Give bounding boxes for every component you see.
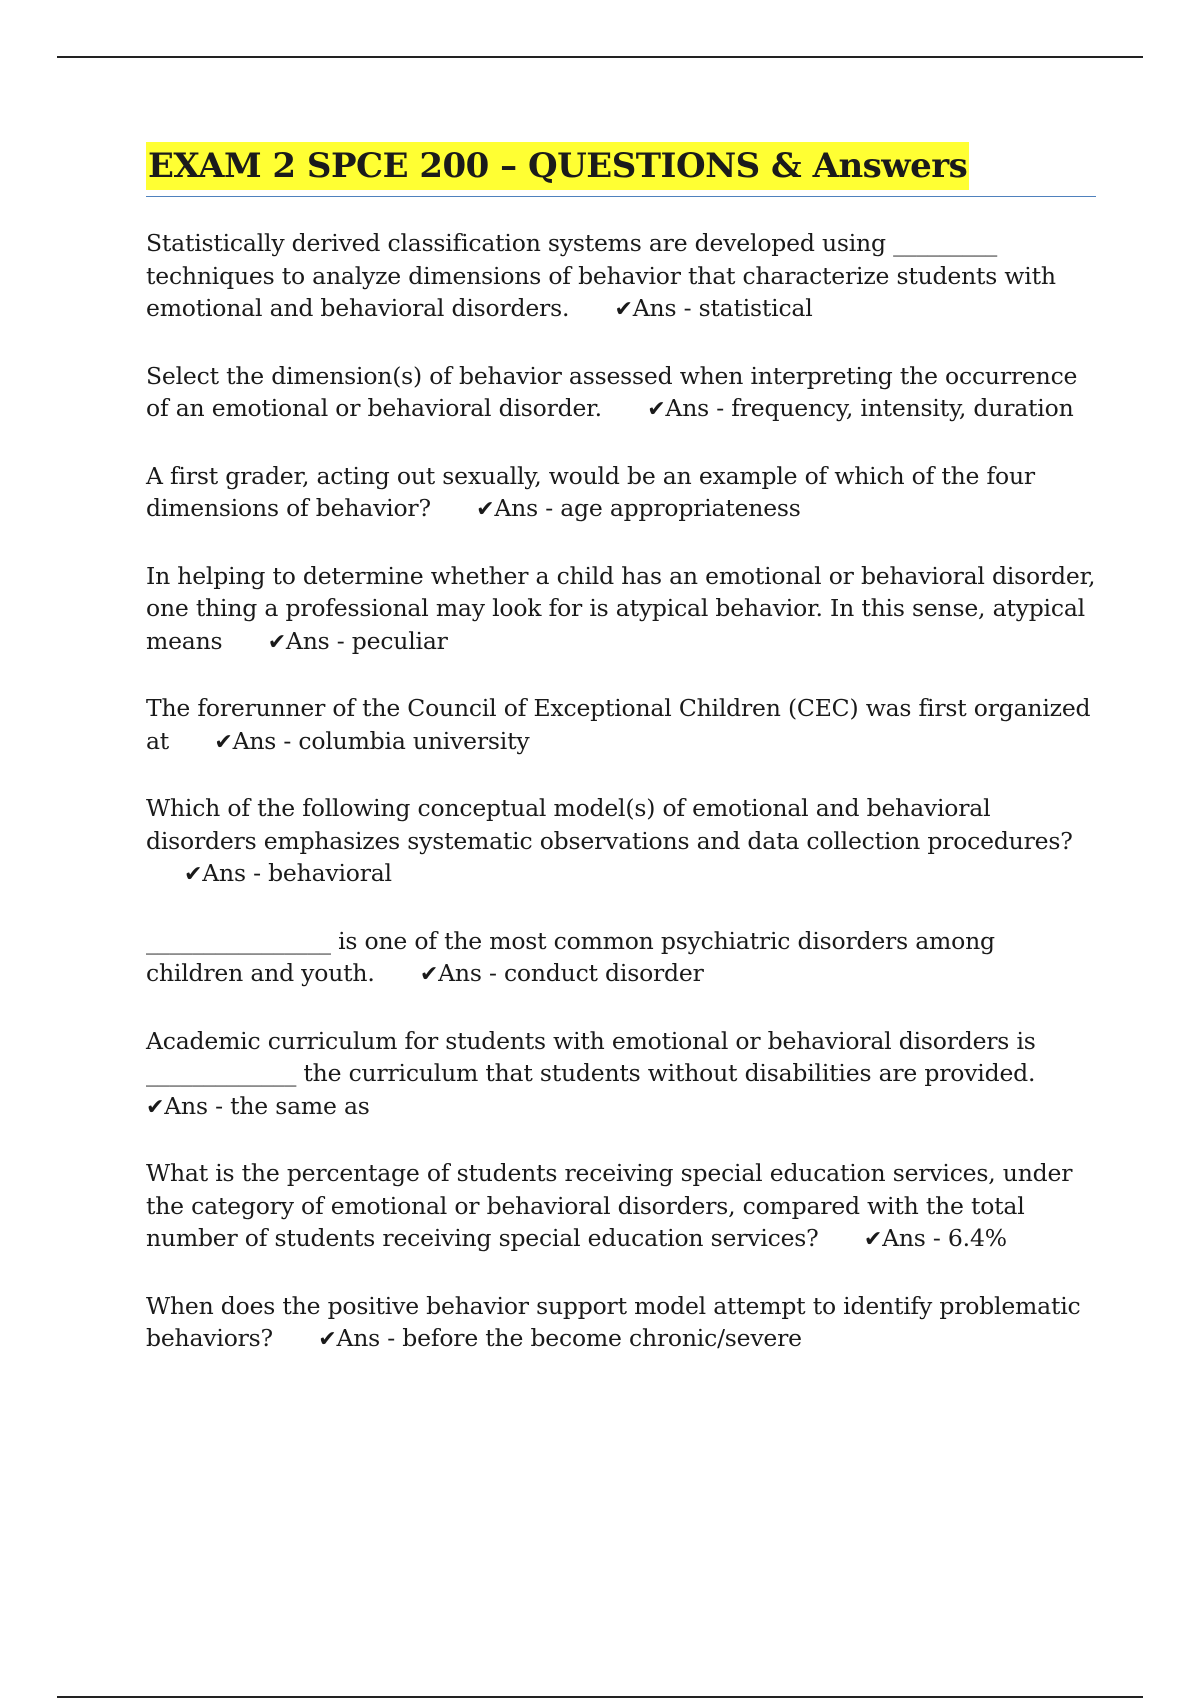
document-body: [146, 142, 1096, 1390]
qa-item-3: [146, 460, 1096, 527]
qa-item-1: [146, 227, 1096, 327]
qa-item-2: [146, 360, 1096, 427]
question-text: The forerunner of the Council of Exceptional Children (CEC) was first organized at: [146, 694, 1091, 755]
answer-text: [214, 727, 529, 755]
answer-text: [476, 494, 801, 522]
qa-item-6: [146, 792, 1096, 892]
question-text: A first grader, acting out sexually, would be an example of which of the four dimensions of behavior?: [146, 461, 1035, 522]
answer-value: Ans - frequency, intensity, duration: [665, 394, 1074, 422]
answer-value: Ans - the same as: [164, 1091, 370, 1120]
question-text: When does the positive behavior support model attempt to identify problematic behaviors?: [146, 1291, 1081, 1352]
answer-value: Ans - conduct disorder: [438, 959, 704, 987]
answer-value: Ans - 6.4%: [882, 1224, 1007, 1252]
answer-text: [647, 394, 1073, 422]
qa-item-4: [146, 560, 1096, 660]
answer-text: [615, 294, 813, 322]
qa-item-8: [146, 1025, 1096, 1125]
page-bottom-rule: [57, 1696, 1143, 1698]
question-text: Select the dimension(s) of behavior assessed when interpreting the occurrence of an emotional or behavioral disorder.: [146, 361, 1078, 422]
answer-text: [184, 859, 392, 887]
answer-text: [268, 627, 448, 655]
answer-value: Ans - columbia university: [232, 726, 530, 755]
check-icon: ✔: [267, 629, 286, 655]
question-text: Which of the following conceptual model(s) of emotional and behavioral disorders emphasizes systematic observations and data collection procedures?: [146, 794, 1073, 855]
check-icon: ✔: [614, 297, 633, 322]
qa-item-9: [146, 1157, 1096, 1257]
check-icon: ✔: [863, 1227, 883, 1252]
question-text: Statistically derived classification systems are developed using _________ techniques to analyze dimensions of behavior that characterize students with emotional and behavioral disorders.: [146, 229, 1056, 322]
question-text: In helping to determine whether a child has an emotional or behavioral disorder, one thing a professional may look for is atypical behavior. In this sense, atypical means: [146, 561, 1096, 655]
check-icon: ✔: [146, 1094, 165, 1120]
answer-value: Ans - statistical: [632, 294, 813, 322]
answer-value: Ans - peculiar: [285, 626, 448, 655]
question-text: Academic curriculum for students with emotional or behavioral disorders is _____________ the curriculum that students without disabilities are provided.: [146, 1026, 1036, 1087]
question-text: ________________ is one of the most common psychiatric disorders among children and youth.: [146, 926, 995, 987]
answer-text: [318, 1324, 802, 1352]
answer-text: [864, 1224, 1007, 1252]
qa-item-7: [146, 925, 1096, 992]
answer-text: [146, 1092, 370, 1120]
answer-text: [420, 959, 704, 987]
title-block: [146, 142, 1096, 197]
qa-item-5: [146, 692, 1096, 759]
check-icon: ✔: [318, 1327, 337, 1352]
answer-value: Ans - age appropriateness: [494, 494, 801, 522]
question-text: What is the percentage of students receiving special education services, under the category of emotional or behavioral disorders, compared with the total number of students receiving special education services?: [146, 1159, 1073, 1252]
check-icon: ✔: [184, 862, 203, 887]
check-icon: ✔: [476, 497, 495, 522]
document-title: EXAM 2 SPCE 200 – QUESTIONS & Answers: [146, 142, 969, 190]
answer-value: Ans - before the become chronic/severe: [336, 1324, 802, 1352]
check-icon: ✔: [214, 729, 233, 755]
qa-item-10: [146, 1290, 1096, 1357]
check-icon: ✔: [647, 397, 666, 422]
answer-value: Ans - behavioral: [202, 859, 392, 887]
check-icon: ✔: [419, 962, 439, 987]
page-top-rule: [57, 56, 1143, 58]
